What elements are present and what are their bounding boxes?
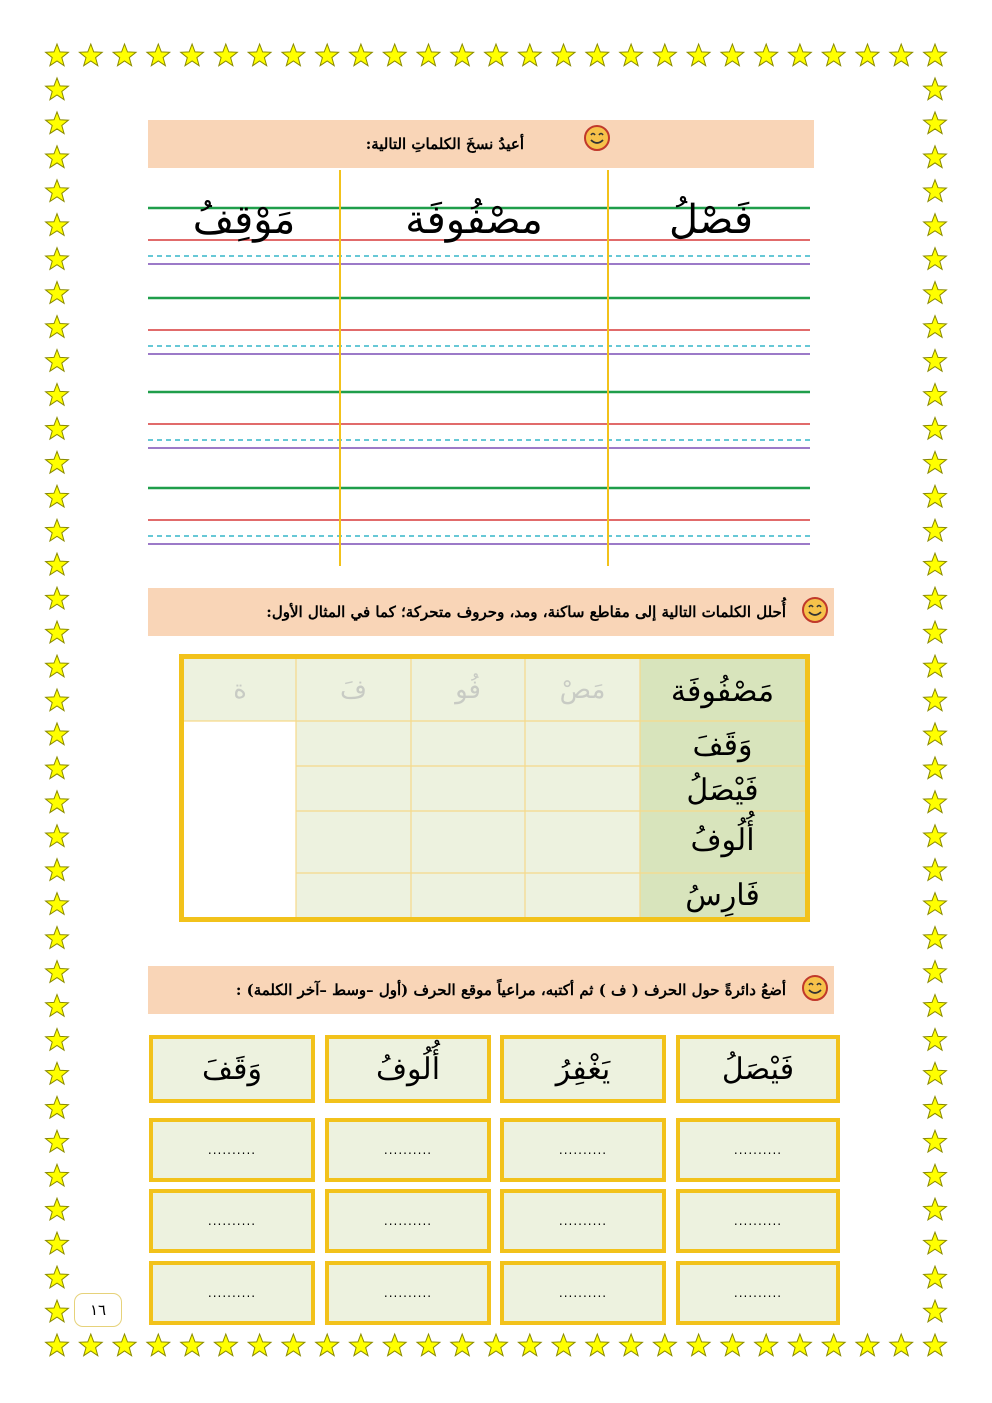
star-icon: [890, 1334, 913, 1356]
instruction-circle-text: أضعُ دائرةً حول الحرف ( ف ) ثم أكتبه، مراعياً موقع الحرف (أول –وسط –آخر الكلمة) :: [235, 981, 786, 999]
answer-box[interactable]: [676, 1189, 840, 1253]
star-icon: [46, 282, 69, 304]
star-icon: [687, 1334, 710, 1356]
star-icon: [924, 112, 947, 134]
answer-box[interactable]: [676, 1118, 840, 1182]
star-icon: [113, 1334, 136, 1356]
star-icon: [924, 723, 947, 745]
star-icon: [46, 995, 69, 1017]
example-syllable: مَصْ: [559, 675, 606, 705]
star-icon: [755, 44, 778, 66]
star-icon: [46, 859, 69, 881]
star-icon: [46, 825, 69, 847]
star-icon: [46, 316, 69, 338]
star-icon: [46, 553, 69, 575]
star-icon: [518, 1334, 541, 1356]
star-icon: [924, 791, 947, 813]
star-icon: [350, 1334, 373, 1356]
copy-word-1: فَصْلُ: [668, 197, 754, 243]
star-icon: [721, 1334, 744, 1356]
answer-box[interactable]: [325, 1261, 491, 1325]
answer-box[interactable]: [325, 1189, 491, 1253]
star-icon: [113, 44, 136, 66]
star-icon: [214, 44, 237, 66]
star-icon: [924, 1300, 947, 1322]
star-icon: [924, 655, 947, 677]
star-icon: [586, 1334, 609, 1356]
answer-box[interactable]: [325, 1118, 491, 1182]
star-icon: [620, 1334, 643, 1356]
star-icon: [147, 44, 170, 66]
star-icon: [822, 1334, 845, 1356]
star-icon: [181, 44, 204, 66]
box-word: يَغْفِرُ: [555, 1051, 611, 1087]
star-icon: [822, 44, 845, 66]
star-icon: [46, 893, 69, 915]
star-icon: [46, 519, 69, 541]
star-icon: [46, 655, 69, 677]
instruction-analyze-text: أُحلل الكلمات التالية إلى مقاطع ساكنة، ومد، وحروف متحركة؛ كما في المثال الأول:: [266, 603, 786, 621]
star-icon: [924, 621, 947, 643]
answer-blank: ..........: [207, 1286, 257, 1300]
star-icon: [552, 1334, 575, 1356]
star-icon: [417, 44, 440, 66]
star-icon: [856, 44, 879, 66]
star-icon: [924, 1266, 947, 1288]
star-icon: [924, 282, 947, 304]
star-icon: [586, 44, 609, 66]
star-icon: [552, 44, 575, 66]
star-icon: [46, 927, 69, 949]
answer-blank: ..........: [383, 1143, 433, 1157]
star-icon: [282, 44, 305, 66]
star-icon: [79, 1334, 102, 1356]
answer-box[interactable]: [149, 1261, 315, 1325]
star-icon: [417, 1334, 440, 1356]
star-icon: [46, 451, 69, 473]
star-icon: [856, 1334, 879, 1356]
instruction-bar-circle: [148, 966, 834, 1014]
star-icon: [924, 757, 947, 779]
star-icon: [924, 825, 947, 847]
answer-blank: ..........: [383, 1286, 433, 1300]
star-icon: [46, 44, 69, 66]
star-icon: [924, 1062, 947, 1084]
star-icon: [924, 214, 947, 236]
star-icon: [924, 1029, 947, 1051]
star-icon: [924, 350, 947, 372]
star-icon: [46, 417, 69, 439]
star-icon: [46, 146, 69, 168]
star-icon: [46, 1300, 69, 1322]
word-box-4: [149, 1035, 315, 1103]
star-icon: [46, 1096, 69, 1118]
answer-box[interactable]: [149, 1189, 315, 1253]
star-icon: [350, 44, 373, 66]
box-word: وَقَفَ: [202, 1051, 262, 1087]
star-icon: [789, 44, 812, 66]
star-icon: [721, 44, 744, 66]
table-word: فَارِسُ: [685, 878, 760, 913]
star-icon: [451, 1334, 474, 1356]
instruction-bar-copy: [148, 120, 814, 168]
answer-blank: ..........: [733, 1214, 783, 1228]
star-icon: [924, 893, 947, 915]
table-word: وَقَفَ: [692, 728, 753, 763]
star-icon: [924, 1096, 947, 1118]
answer-box[interactable]: [500, 1189, 666, 1253]
star-icon: [46, 689, 69, 711]
star-icon: [46, 1130, 69, 1152]
star-icon: [653, 1334, 676, 1356]
star-icon: [46, 791, 69, 813]
star-icon: [46, 112, 69, 134]
star-icon: [248, 1334, 271, 1356]
star-icon: [46, 384, 69, 406]
star-icon: [924, 78, 947, 100]
instruction-copy-text: أعيدُ نسخَ الكلماتِ التالية:: [365, 135, 524, 153]
star-icon: [46, 78, 69, 100]
star-icon: [924, 927, 947, 949]
answer-blank: ..........: [383, 1214, 433, 1228]
word-box-3: [325, 1035, 491, 1103]
example-syllable: ة: [233, 675, 247, 705]
star-icon: [687, 44, 710, 66]
star-icon: [924, 1334, 947, 1356]
star-icon: [924, 248, 947, 270]
star-icon: [79, 44, 102, 66]
star-icon: [46, 1164, 69, 1186]
table-word: مَصْفُوفَة: [670, 674, 775, 709]
answer-box[interactable]: [500, 1261, 666, 1325]
star-icon: [46, 587, 69, 609]
table-word: فَيْصَلُ: [686, 773, 759, 808]
star-icon: [485, 1334, 508, 1356]
star-icon: [214, 1334, 237, 1356]
instruction-bar-analyze: [148, 588, 834, 636]
star-icon: [282, 1334, 305, 1356]
star-icon: [924, 995, 947, 1017]
star-icon: [924, 417, 947, 439]
star-icon: [248, 44, 271, 66]
star-icon: [316, 1334, 339, 1356]
star-icon: [46, 961, 69, 983]
star-icon: [924, 384, 947, 406]
star-icon: [924, 180, 947, 202]
syllable-table: [179, 654, 810, 922]
star-icon: [46, 621, 69, 643]
star-icon: [46, 1334, 69, 1356]
answer-box[interactable]: [500, 1118, 666, 1182]
star-icon: [789, 1334, 812, 1356]
star-icon: [46, 485, 69, 507]
star-icon: [924, 1130, 947, 1152]
answer-box[interactable]: [149, 1118, 315, 1182]
star-icon: [46, 1029, 69, 1051]
star-icon: [46, 1266, 69, 1288]
word-box-1: [676, 1035, 840, 1103]
star-icon: [46, 1232, 69, 1254]
table-word: أُلُوفُ: [690, 823, 755, 858]
example-syllable: فُو: [455, 675, 481, 705]
star-icon: [46, 723, 69, 745]
copy-word-3: مَوْقِفُ: [192, 197, 296, 243]
answer-blank: ..........: [558, 1286, 608, 1300]
box-word: فَيْصَلُ: [721, 1051, 795, 1087]
star-icon: [755, 1334, 778, 1356]
star-icon: [924, 961, 947, 983]
word-box-2: [500, 1035, 666, 1103]
star-icon: [924, 146, 947, 168]
star-icon: [316, 44, 339, 66]
star-icon: [924, 316, 947, 338]
star-icon: [924, 451, 947, 473]
smiley-icon: [801, 974, 829, 1002]
copy-word-2: مصْفُوفَة: [405, 197, 543, 243]
answer-blank: ..........: [207, 1143, 257, 1157]
star-icon: [46, 1198, 69, 1220]
star-icon: [46, 248, 69, 270]
star-icon: [383, 44, 406, 66]
example-syllable: فَ: [340, 675, 367, 705]
star-icon: [653, 44, 676, 66]
star-icon: [924, 859, 947, 881]
star-icon: [924, 44, 947, 66]
star-icon: [46, 350, 69, 372]
star-icon: [485, 44, 508, 66]
star-icon: [924, 485, 947, 507]
star-icon: [147, 1334, 170, 1356]
star-icon: [518, 44, 541, 66]
star-icon: [46, 1062, 69, 1084]
star-icon: [924, 1232, 947, 1254]
page-number: ١٦: [74, 1293, 122, 1327]
answer-blank: ..........: [733, 1286, 783, 1300]
star-icon: [46, 757, 69, 779]
star-icon: [924, 689, 947, 711]
box-word: أُلُوفُ: [375, 1051, 441, 1087]
star-icon: [924, 587, 947, 609]
star-icon: [924, 1198, 947, 1220]
star-icon: [383, 1334, 406, 1356]
star-icon: [46, 180, 69, 202]
star-icon: [890, 44, 913, 66]
answer-blank: ..........: [733, 1143, 783, 1157]
star-icon: [451, 44, 474, 66]
star-icon: [46, 214, 69, 236]
star-icon: [924, 1164, 947, 1186]
answer-blank: ..........: [558, 1214, 608, 1228]
answer-box[interactable]: [676, 1261, 840, 1325]
star-icon: [181, 1334, 204, 1356]
star-icon: [924, 553, 947, 575]
smiley-icon: [801, 596, 829, 624]
answer-blank: ..........: [207, 1214, 257, 1228]
smiley-icon: [583, 124, 611, 152]
star-icon: [924, 519, 947, 541]
star-icon: [620, 44, 643, 66]
answer-blank: ..........: [558, 1143, 608, 1157]
